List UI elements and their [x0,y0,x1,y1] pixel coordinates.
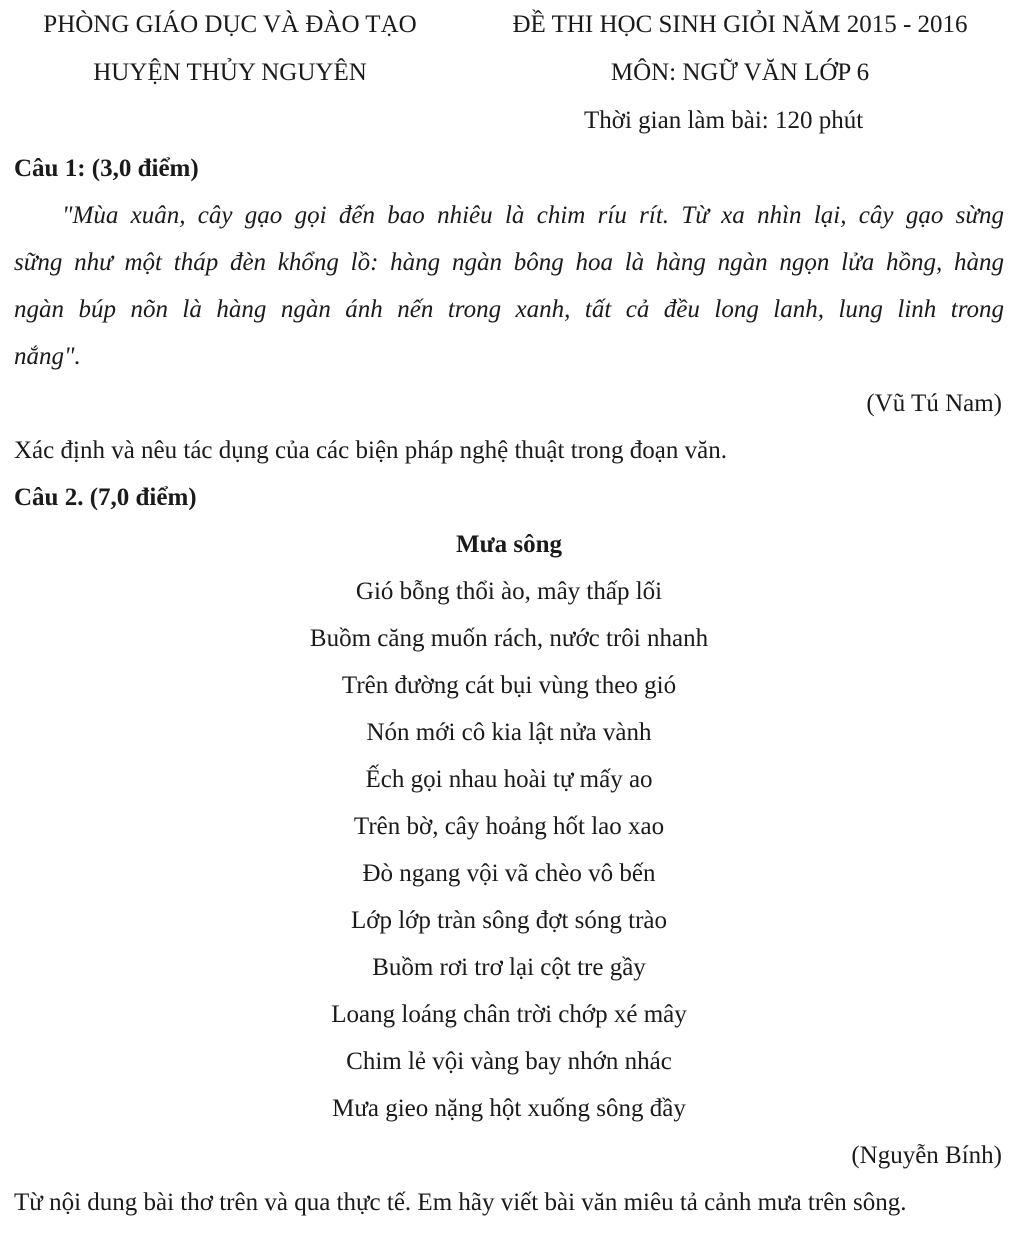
quote-line-4: nắng". [14,343,81,370]
quote-author: (Vũ Tú Nam) [866,390,1002,417]
poem-line: Trên đường cát bụi vùng theo gió [341,672,677,699]
poem-title: Mưa sông [456,531,562,558]
poem-line: Chim lẻ vội vàng bay nhớn nhác [346,1048,672,1075]
question2-task: Từ nội dung bài thơ trên và qua thực tế. Em hãy viết bài văn miêu tả cảnh mưa trên sông. [14,1189,907,1216]
poem-line: Mưa gieo nặng hột xuống sông đầy [332,1095,686,1122]
quote-line-3: ngàn búp nõn là hàng ngàn ánh nến trong xanh, tất cả đều long lanh, lung linh trong [14,296,1004,323]
poem-line: Loang loáng chân trời chớp xé mây [331,1001,687,1028]
poem-line: Đò ngang vội vã chèo vô bến [362,860,656,887]
poem-line: Buồm căng muốn rách, nước trôi nhanh [309,625,709,652]
time-allowed: Thời gian làm bài: 120 phút [584,107,864,134]
poem-line: Buồm rơi trơ lại cột tre gầy [372,954,646,981]
question1-task: Xác định và nêu tác dụng của các biện pháp nghệ thuật trong đoạn văn. [14,437,727,464]
quote-line-2: sững như một tháp đèn khổng lồ: hàng ngàn bông hoa là hàng ngàn ngọn lửa hồng, hàng [14,249,1004,276]
department-name: PHÒNG GIÁO DỤC VÀ ĐÀO TẠO [43,11,417,38]
exam-title: ĐỀ THI HỌC SINH GIỎI NĂM 2015 - 2016 [512,11,968,38]
district-name: HUYỆN THỦY NGUYÊN [93,59,367,86]
quote-line-1: "Mùa xuân, cây gạo gọi đến bao nhiêu là chim ríu rít. Từ xa nhìn lại, cây gạo sừng [62,202,1004,229]
question2-heading: Câu 2. (7,0 điểm) [14,484,197,511]
poem-line: Lớp lớp tràn sông đợt sóng trào [350,907,667,934]
poem-line: Ếch gọi nhau hoài tự mấy ao [365,766,653,793]
subject-line: MÔN: NGỮ VĂN LỚP 6 [610,59,870,86]
poem-line: Nón mới cô kia lật nửa vành [366,719,652,746]
poem-author: (Nguyễn Bính) [851,1142,1002,1169]
poem-line: Gió bỗng thổi ào, mây thấp lối [355,578,663,605]
poem-line: Trên bờ, cây hoảng hốt lao xao [353,813,665,840]
question1-heading: Câu 1: (3,0 điểm) [14,155,199,182]
